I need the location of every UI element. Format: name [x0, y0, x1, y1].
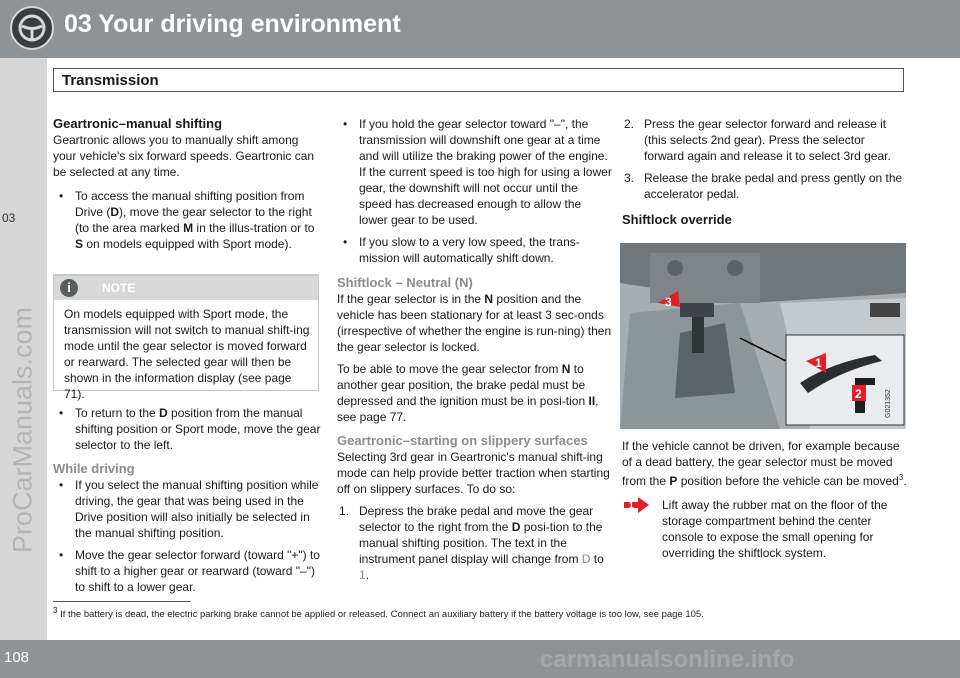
- watermark: [0, 230, 48, 630]
- heading-geartronic-manual: Geartronic–manual shifting: [53, 116, 223, 131]
- chapter-header: [0, 0, 960, 58]
- slippery-paragraph: Selecting 3rd gear in Geartronic's manual shift-ing mode can help provide better traction when starting off on slippery surfaces. To do so:: [337, 450, 610, 496]
- info-icon: i: [60, 279, 78, 297]
- override-step-text: Lift away the rubber mat on the floor of the storage compartment behind the center console to expose the small opening for overriding the shiftlock system.: [662, 498, 888, 560]
- svg-text:1: 1: [629, 501, 634, 510]
- list-item: • To return to the D position from the manual shifting position or Sport mode, move the gear selector to the left.: [53, 405, 321, 453]
- override-step: [622, 497, 908, 561]
- note-header: [54, 276, 318, 300]
- page-number: 108: [4, 649, 30, 666]
- side-chapter-number: 03: [2, 211, 16, 225]
- steering-wheel-icon: [10, 6, 54, 50]
- watermark-text: ProCarManuals.com: [7, 306, 38, 554]
- chapter-title: 03 Your driving environment: [64, 10, 401, 38]
- list-item: • Move the gear selector forward (toward "+") to shift to a higher gear or rearward (toward "–") to shift to a lower gear.: [53, 547, 321, 595]
- svg-text:3: 3: [665, 295, 672, 309]
- left-column: [53, 116, 321, 252]
- svg-text:1: 1: [815, 356, 822, 370]
- note-text: On models equipped with Sport mode, the transmission will not switch to manual shift-ing mode until the gear selector is moved forward or rearward. The selected gear will then be shown in the information display (see page 71).: [64, 307, 310, 401]
- list-item: 1. Depress the brake pedal and move the gear selector to the right from the D posi-tion to the manual shifting position. The text in the instrument panel display will change from D to 1.: [339, 504, 604, 582]
- svg-text:2: 2: [855, 387, 862, 401]
- note-label: NOTE: [102, 281, 136, 295]
- list-item: 2. Press the gear selector forward and release it (this selects 2nd gear). Press the selector forward again and release it to select 3rd gear.: [624, 117, 891, 163]
- arrow-icon: [622, 497, 650, 513]
- heading-shiftlock-neutral: Shiftlock – Neutral (N): [337, 275, 473, 290]
- list-item: • If you slow to a very low speed, the trans-mission will automatically shift down.: [337, 234, 612, 266]
- left-column-lower: [53, 405, 321, 595]
- list-item: • If you hold the gear selector toward "–", the transmission will downshift one gear at a time and will utilize the braking power of the engine. If the current speed is too high for using a lower gear, the downshift will not occur until the speed has decreased enough to allow the lower gear to be used.: [337, 116, 612, 228]
- svg-text:G021352: G021352: [885, 389, 892, 418]
- section-title-box: [53, 68, 904, 92]
- heading-shiftlock-override: Shiftlock override: [622, 212, 732, 227]
- footnote: $^3$ If the battery is dead, the electric parking brake cannot be applied or released. Connect an auxiliary battery if the battery voltage is too low, see page 105.: [53, 606, 704, 621]
- section-title: Transmission: [62, 72, 159, 89]
- footer-bar: [0, 640, 960, 678]
- footnote-divider: [53, 601, 191, 602]
- middle-column: [337, 116, 612, 583]
- shiftlock-paragraph-2: To be able to move the gear selector from N to another gear position, the brake pedal must be depressed and the ignition must be in posi-tion II, see page 77.: [337, 362, 599, 424]
- shiftlock-photo: [620, 243, 906, 429]
- heading-slippery-surfaces: Geartronic–starting on slippery surfaces: [337, 433, 588, 448]
- list-item: • To access the manual shifting position from Drive (D), move the gear selector to the right (to the area marked M in the illus-tration or to S on models equipped with Sport mode).: [53, 188, 321, 252]
- list-item: 3. Release the brake pedal and press gently on the accelerator pedal.: [624, 171, 903, 201]
- shiftlock-paragraph: If the gear selector is in the N position and the vehicle has been stationary for at least 3 sec-onds (irrespective of whether the engine is run-ning) then the gear selector is locked.: [337, 292, 612, 354]
- right-column: [622, 116, 908, 228]
- note-box: [53, 274, 319, 401]
- right-column-lower: [622, 438, 908, 561]
- override-paragraph: If the vehicle cannot be driven, for example because of a dead battery, the gear selector must be moved from the P position before the vehicle can be moved$^3$.: [622, 439, 907, 488]
- intro-paragraph: Geartronic allows you to manually shift among your vehicle's six forward speeds. Geartronic can be selected at any time.: [53, 133, 315, 179]
- heading-while-driving: While driving: [53, 461, 135, 476]
- list-item: • If you select the manual shifting position while driving, the gear that was being used in the Drive position will also initially be selected in the manual shifting position.: [53, 477, 321, 541]
- footer-watermark: carmanualsonline.info: [540, 646, 795, 673]
- callout-2: [852, 385, 866, 401]
